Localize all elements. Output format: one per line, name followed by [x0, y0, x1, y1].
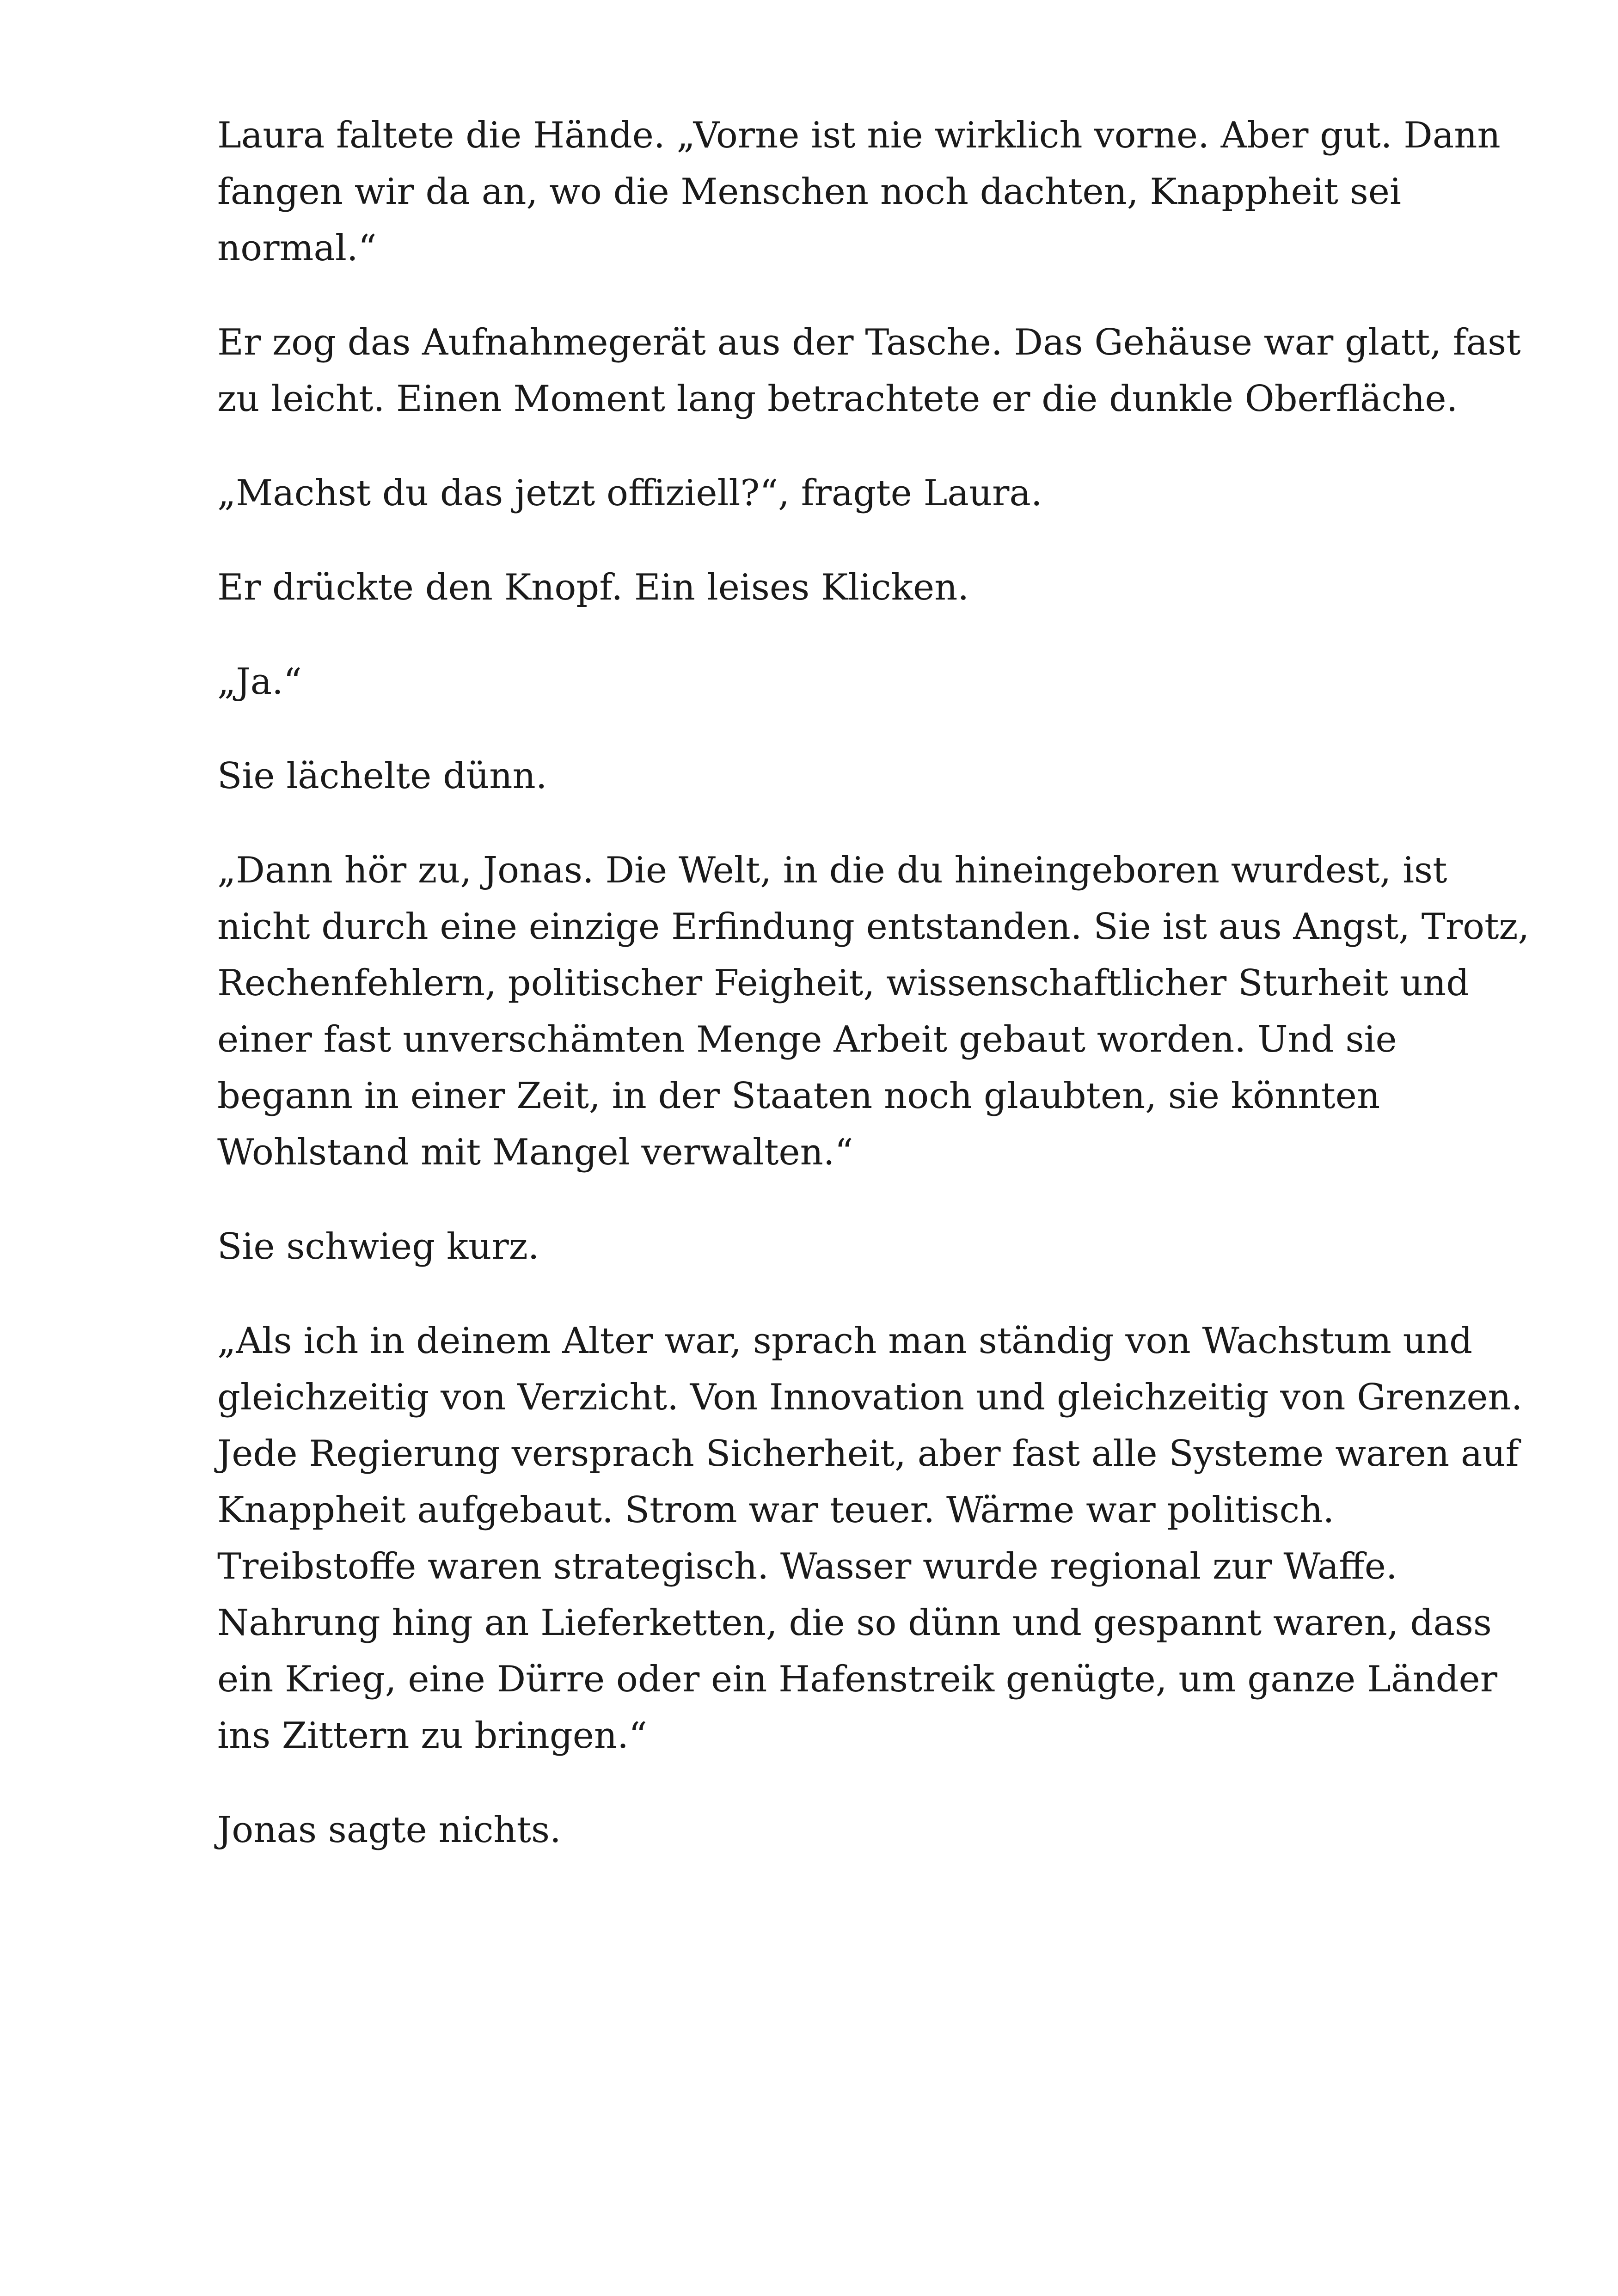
paragraph: Jonas sagte nichts. [217, 1809, 561, 1851]
paragraph: Er zog das Aufnahmegerät aus der Tasche. Das Gehäuse war glatt, fast zu leicht. Einen Moment lang betrachtete er die dunkle Oberfläche. [217, 322, 1521, 420]
story-text [217, 107, 1530, 1896]
paragraph: Sie schwieg kurz. [217, 1226, 539, 1267]
paragraph: „Machst du das jetzt offiziell?“, fragte Laura. [217, 472, 1042, 514]
paragraph: „Als ich in deinem Alter war, sprach man ständig von Wachstum und gleichzeitig von Verzicht. Von Innovation und gleichzeitig von Grenzen. Jede Regierung versprach Sicherheit, aber fast alle Systeme waren auf Knappheit aufgebaut. Strom war teuer. Wärme war politisch. Treibstoffe waren strategisch. Wasser wurde regional zur Waffe. Nahrung hing an Lieferketten, die so dünn und gespannt waren, dass ein Krieg, eine Dürre oder ein Hafenstreik genügte, um ganze Länder ins Zittern zu bringen.“ [217, 1320, 1523, 1757]
paragraph: „Ja.“ [217, 661, 302, 703]
paragraph: Er drückte den Knopf. Ein leises Klicken. [217, 567, 969, 608]
paragraph: „Dann hör zu, Jonas. Die Welt, in die du hineingeboren wurdest, ist nicht durch eine einzige Erfindung entstanden. Sie ist aus Angst, Trotz, Rechenfehlern, politischer Feigheit, wissenschaftlicher Sturheit und einer fast unverschämten Menge Arbeit gebaut worden. Und sie begann in einer Zeit, in der Staaten noch glaubten, sie könnten Wohlstand mit Mangel verwalten.“ [217, 850, 1530, 1173]
paragraph: Laura faltete die Hände. „Vorne ist nie wirklich vorne. Aber gut. Dann fangen wir da an, wo die Menschen noch dachten, Knappheit sei normal.“ [217, 115, 1501, 269]
paragraph: Sie lächelte dünn. [217, 755, 547, 797]
